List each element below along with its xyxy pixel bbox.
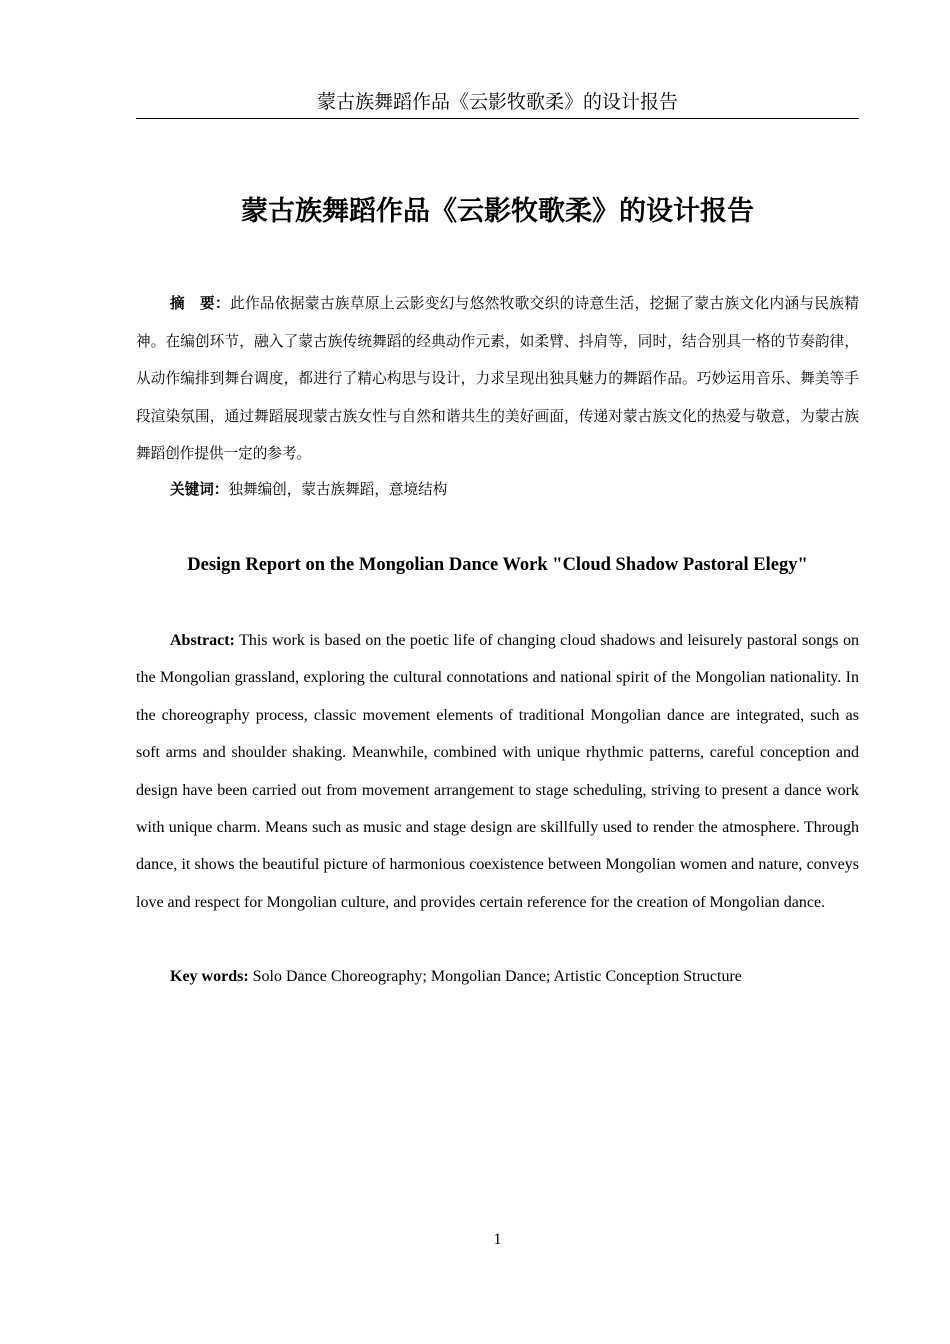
english-abstract-text: This work is based on the poetic life of changing cloud shadows and leisurely pastoral songs on the Mongolian grassland, exploring the cultural connotations and national spirit of the Mongolian nationality. In the choreography process, classic movement elements of traditional Mongolian dance are integrated, such as soft arms and shoulder shaking. Meanwhile, combined with unique rhythmic patterns, careful conception and design have been carried out from movement arrangement to stage scheduling, striving to present a dance work with unique charm. Means such as music and stage design are skillfully used to render the atmosphere. Through dance, it shows the beautiful picture of harmonious coexistence between Mongolian women and nature, conveys love and respect for Mongolian culture, and provides certain reference for the creation of Mongolian dance.: [136, 632, 859, 911]
chinese-abstract-text: 此作品依据蒙古族草原上云影变幻与悠然牧歌交织的诗意生活，挖掘了蒙古族文化内涵与民族精神。在编创环节，融入了蒙古族传统舞蹈的经典动作元素，如柔臂、抖肩等，同时，结合别具一格的节奏韵律，从动作编排到舞台调度，都进行了精心构思与设计，力求呈现出独具魅力的舞蹈作品。巧妙运用音乐、舞美等手段渲染氛围，通过舞蹈展现蒙古族女性与自然和谐共生的美好画面，传递对蒙古族文化的热爱与敬意，为蒙古族舞蹈创作提供一定的参考。: [136, 296, 859, 462]
chinese-abstract: [136, 286, 859, 474]
chinese-keywords-label: 关键词：: [170, 482, 229, 498]
page-number: 1: [493, 1231, 502, 1248]
header-rule: [136, 118, 859, 119]
running-header: 蒙古族舞蹈作品《云影牧歌柔》的设计报告: [316, 92, 678, 113]
english-abstract: [136, 622, 859, 921]
english-keywords-text: Solo Dance Choreography; Mongolian Dance; Artistic Conception Structure: [252, 968, 742, 985]
english-abstract-label: Abstract:: [170, 632, 235, 649]
chinese-keywords-text: 独舞编创，蒙古族舞蹈，意境结构: [228, 482, 448, 498]
english-keywords-label: Key words:: [170, 968, 249, 985]
english-keywords: [136, 958, 859, 995]
chinese-abstract-label: 摘 要：: [170, 296, 230, 312]
chinese-title: 蒙古族舞蹈作品《云影牧歌柔》的设计报告: [241, 196, 754, 227]
english-title: Design Report on the Mongolian Dance Work "Cloud Shadow Pastoral Elegy": [187, 555, 808, 575]
chinese-keywords: [136, 472, 859, 510]
